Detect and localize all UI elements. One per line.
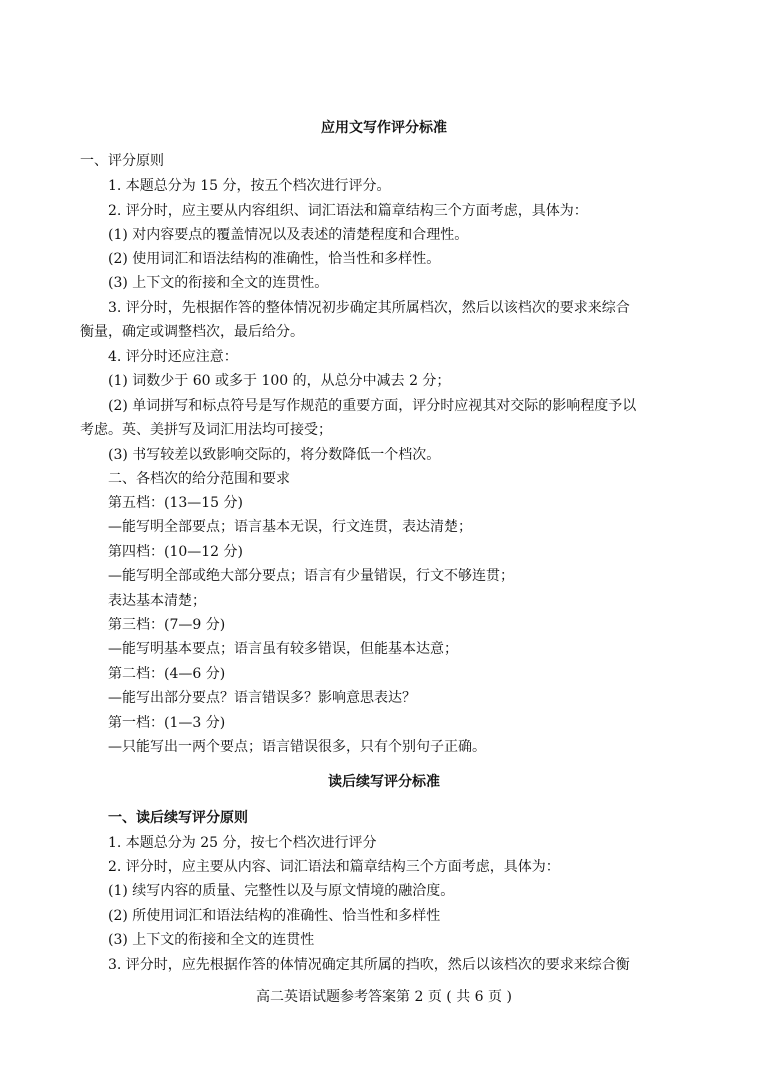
section1-line: 第一档：(1—3 分) (108, 715, 226, 731)
section1-line: 第五档：(13—15 分) (108, 495, 244, 511)
section1-line: 第三档：(7—9 分) (108, 617, 226, 633)
section1-line: —能写明全部要点；语言基本无误，行文连贯，表达清楚； (108, 519, 472, 535)
section2-line: (2) 所使用词汇和语法结构的准确性、恰当性和多样性 (108, 908, 441, 924)
section2-line: 1. 本题总分为 25 分，按七个档次进行评分 (108, 835, 377, 851)
section1-line: (2) 使用词汇和语法结构的准确性，恰当性和多样性。 (108, 251, 441, 267)
section1-line: 考虑。英、美拼写及词汇用法均可接受； (80, 422, 332, 438)
section1-line: (1) 词数少于 60 或多于 100 的，从总分中减去 2 分； (108, 373, 451, 389)
section1-line: (3) 上下文的衔接和全文的连贯性。 (108, 275, 329, 291)
section1-line: 第四档：(10—12 分) (108, 544, 244, 560)
section1-title: 应用文写作评分标准 (321, 120, 447, 136)
section1-line: 第二档：(4—6 分) (108, 666, 226, 682)
section1-line: 一、评分原则 (80, 153, 164, 169)
section1-line: (2) 单词拼写和标点符号是写作规范的重要方面，评分时应视其对交际的影响程度予以 (108, 398, 637, 414)
section1-line: —能写出部分要点？语言错误多？影响意思表达？ (108, 690, 416, 706)
section2-line: (3) 上下文的衔接和全文的连贯性 (108, 932, 315, 948)
section2-line: 一、读后续写评分原则 (108, 810, 248, 826)
section2-line: 2. 评分时，应主要从内容、词汇语法和篇章结构三个方面考虑，具体为： (108, 859, 560, 875)
section1-line: 衡量，确定或调整档次，最后给分。 (80, 324, 304, 340)
section2-line: 3. 评分时，应先根据作答的体情况确定其所属的挡吹，然后以该档次的要求来综合衡 (108, 957, 630, 973)
section1-line: 2. 评分时，应主要从内容组织、词汇语法和篇章结构三个方面考虑，具体为： (108, 203, 588, 219)
section1-line: (3) 书写较差以致影响交际的，将分数降低一个档次。 (108, 447, 441, 463)
section1-line: 表达基本清楚； (108, 593, 206, 609)
section1-line: 二、各档次的给分范围和要求 (108, 471, 290, 487)
section2-title: 读后续写评分标准 (328, 774, 440, 790)
section1-line: —能写明基本要点；语言虽有较多错误，但能基本达意； (108, 641, 458, 657)
section1-line: 4. 评分时还应注意： (108, 349, 238, 365)
section1-line: —只能写出一两个要点；语言错误很多，只有个别句子正确。 (108, 739, 486, 755)
section1-line: 1. 本题总分为 15 分，按五个档次进行评分。 (108, 178, 391, 194)
section1-line: (1) 对内容要点的覆盖情况以及表述的清楚程度和合理性。 (108, 227, 469, 243)
page-footer: 高二英语试题参考答案第 2 页 ( 共 6 页 ) (256, 989, 512, 1005)
section1-line: —能写明全部或绝大部分要点；语言有少量错误，行文不够连贯； (108, 568, 514, 584)
section1-line: 3. 评分时，先根据作答的整体情况初步确定其所属档次，然后以该档次的要求来综合 (108, 300, 630, 316)
section2-line: (1) 续写内容的质量、完整性以及与原文情境的融洽度。 (108, 883, 455, 899)
